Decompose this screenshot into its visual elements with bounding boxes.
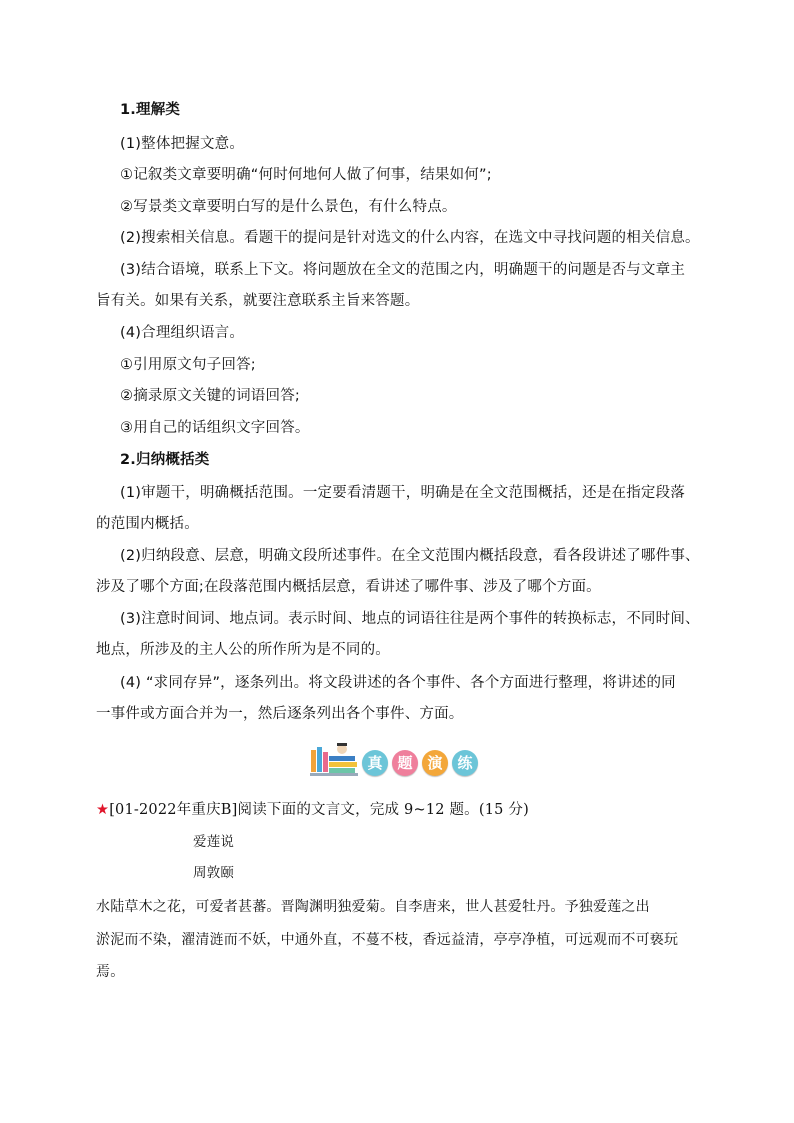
text-line: ①记叙类文章要明确“何时何地何人做了何事，结果如何”; [120, 167, 492, 183]
banner-char: 题 [392, 750, 418, 776]
text-line: (2)搜索相关信息。看题干的提问是针对选文的什么内容，在选文中寻找问题的相关信息。 [120, 230, 700, 246]
passage-title: 爱莲说 [193, 834, 235, 850]
passage-line: 焉。 [96, 964, 125, 980]
text-line: ③用自己的话组织文字回答。 [120, 420, 310, 436]
books-icon [308, 742, 360, 782]
text-line: 涉及了哪个方面;在段落范围内概括层意，看讲述了哪件事、涉及了哪个方面。 [96, 579, 601, 595]
section2-heading: 2.归纳概括类 [120, 452, 210, 468]
text-line: 地点，所涉及的主人公的所作所为是不同的。 [96, 642, 390, 658]
text-line: (4) “求同存异”，逐条列出。将文段讲述的各个事件、各个方面进行整理，将讲述的同 [120, 675, 676, 691]
text-line: ②写景类文章要明白写的是什么景色，有什么特点。 [120, 199, 457, 215]
text-line: (1)审题干，明确概括范围。一定要看清题干，明确是在全文范围概括，还是在指定段落 [120, 485, 686, 501]
text-line: ①引用原文句子回答; [120, 357, 256, 373]
text-line: ②摘录原文关键的词语回答; [120, 388, 300, 404]
text-line: (4)合理组织语言。 [120, 325, 245, 341]
banner-char: 演 [422, 750, 448, 776]
banner-char: 练 [452, 750, 478, 776]
passage-line: 淤泥而不染，濯清涟而不妖，中通外直，不蔓不枝，香远益清，亭亭净植，可远观而不可亵玩 [96, 932, 679, 948]
section1-heading: 1.理解类 [120, 102, 181, 118]
passage-author: 周敦颐 [193, 865, 235, 881]
question-line [96, 800, 529, 820]
star-icon: ★ [96, 802, 110, 818]
text-line: (1)整体把握文意。 [120, 136, 245, 152]
text-line: (2)归纳段意、层意，明确文段所述事件。在全文范围内概括段意，看各段讲述了哪件事、 [120, 548, 700, 564]
text-line: (3)结合语境，联系上下文。将问题放在全文的范围之内，明确题干的问题是否与文章主 [120, 262, 686, 278]
text-line: (3)注意时间词、地点词。表示时间、地点的词语往往是两个事件的转换标志，不同时间、 [120, 611, 700, 627]
passage-line: 水陆草木之花，可爱者甚蕃。晋陶渊明独爱菊。自李唐来，世人甚爱牡丹。予独爱莲之出 [96, 899, 650, 915]
text-line: 旨有关。如果有关系，就要注意联系主旨来答题。 [96, 293, 420, 309]
question-text: 阅读下面的文言文，完成 9~12 题。(15 分) [237, 802, 529, 818]
text-line: 的范围内概括。 [96, 516, 199, 532]
banner-char: 真 [362, 750, 388, 776]
text-line: 一事件或方面合并为一，然后逐条列出各个事件、方面。 [96, 706, 464, 722]
practice-banner [308, 742, 483, 782]
question-source: [01-2022年重庆B] [109, 802, 238, 818]
